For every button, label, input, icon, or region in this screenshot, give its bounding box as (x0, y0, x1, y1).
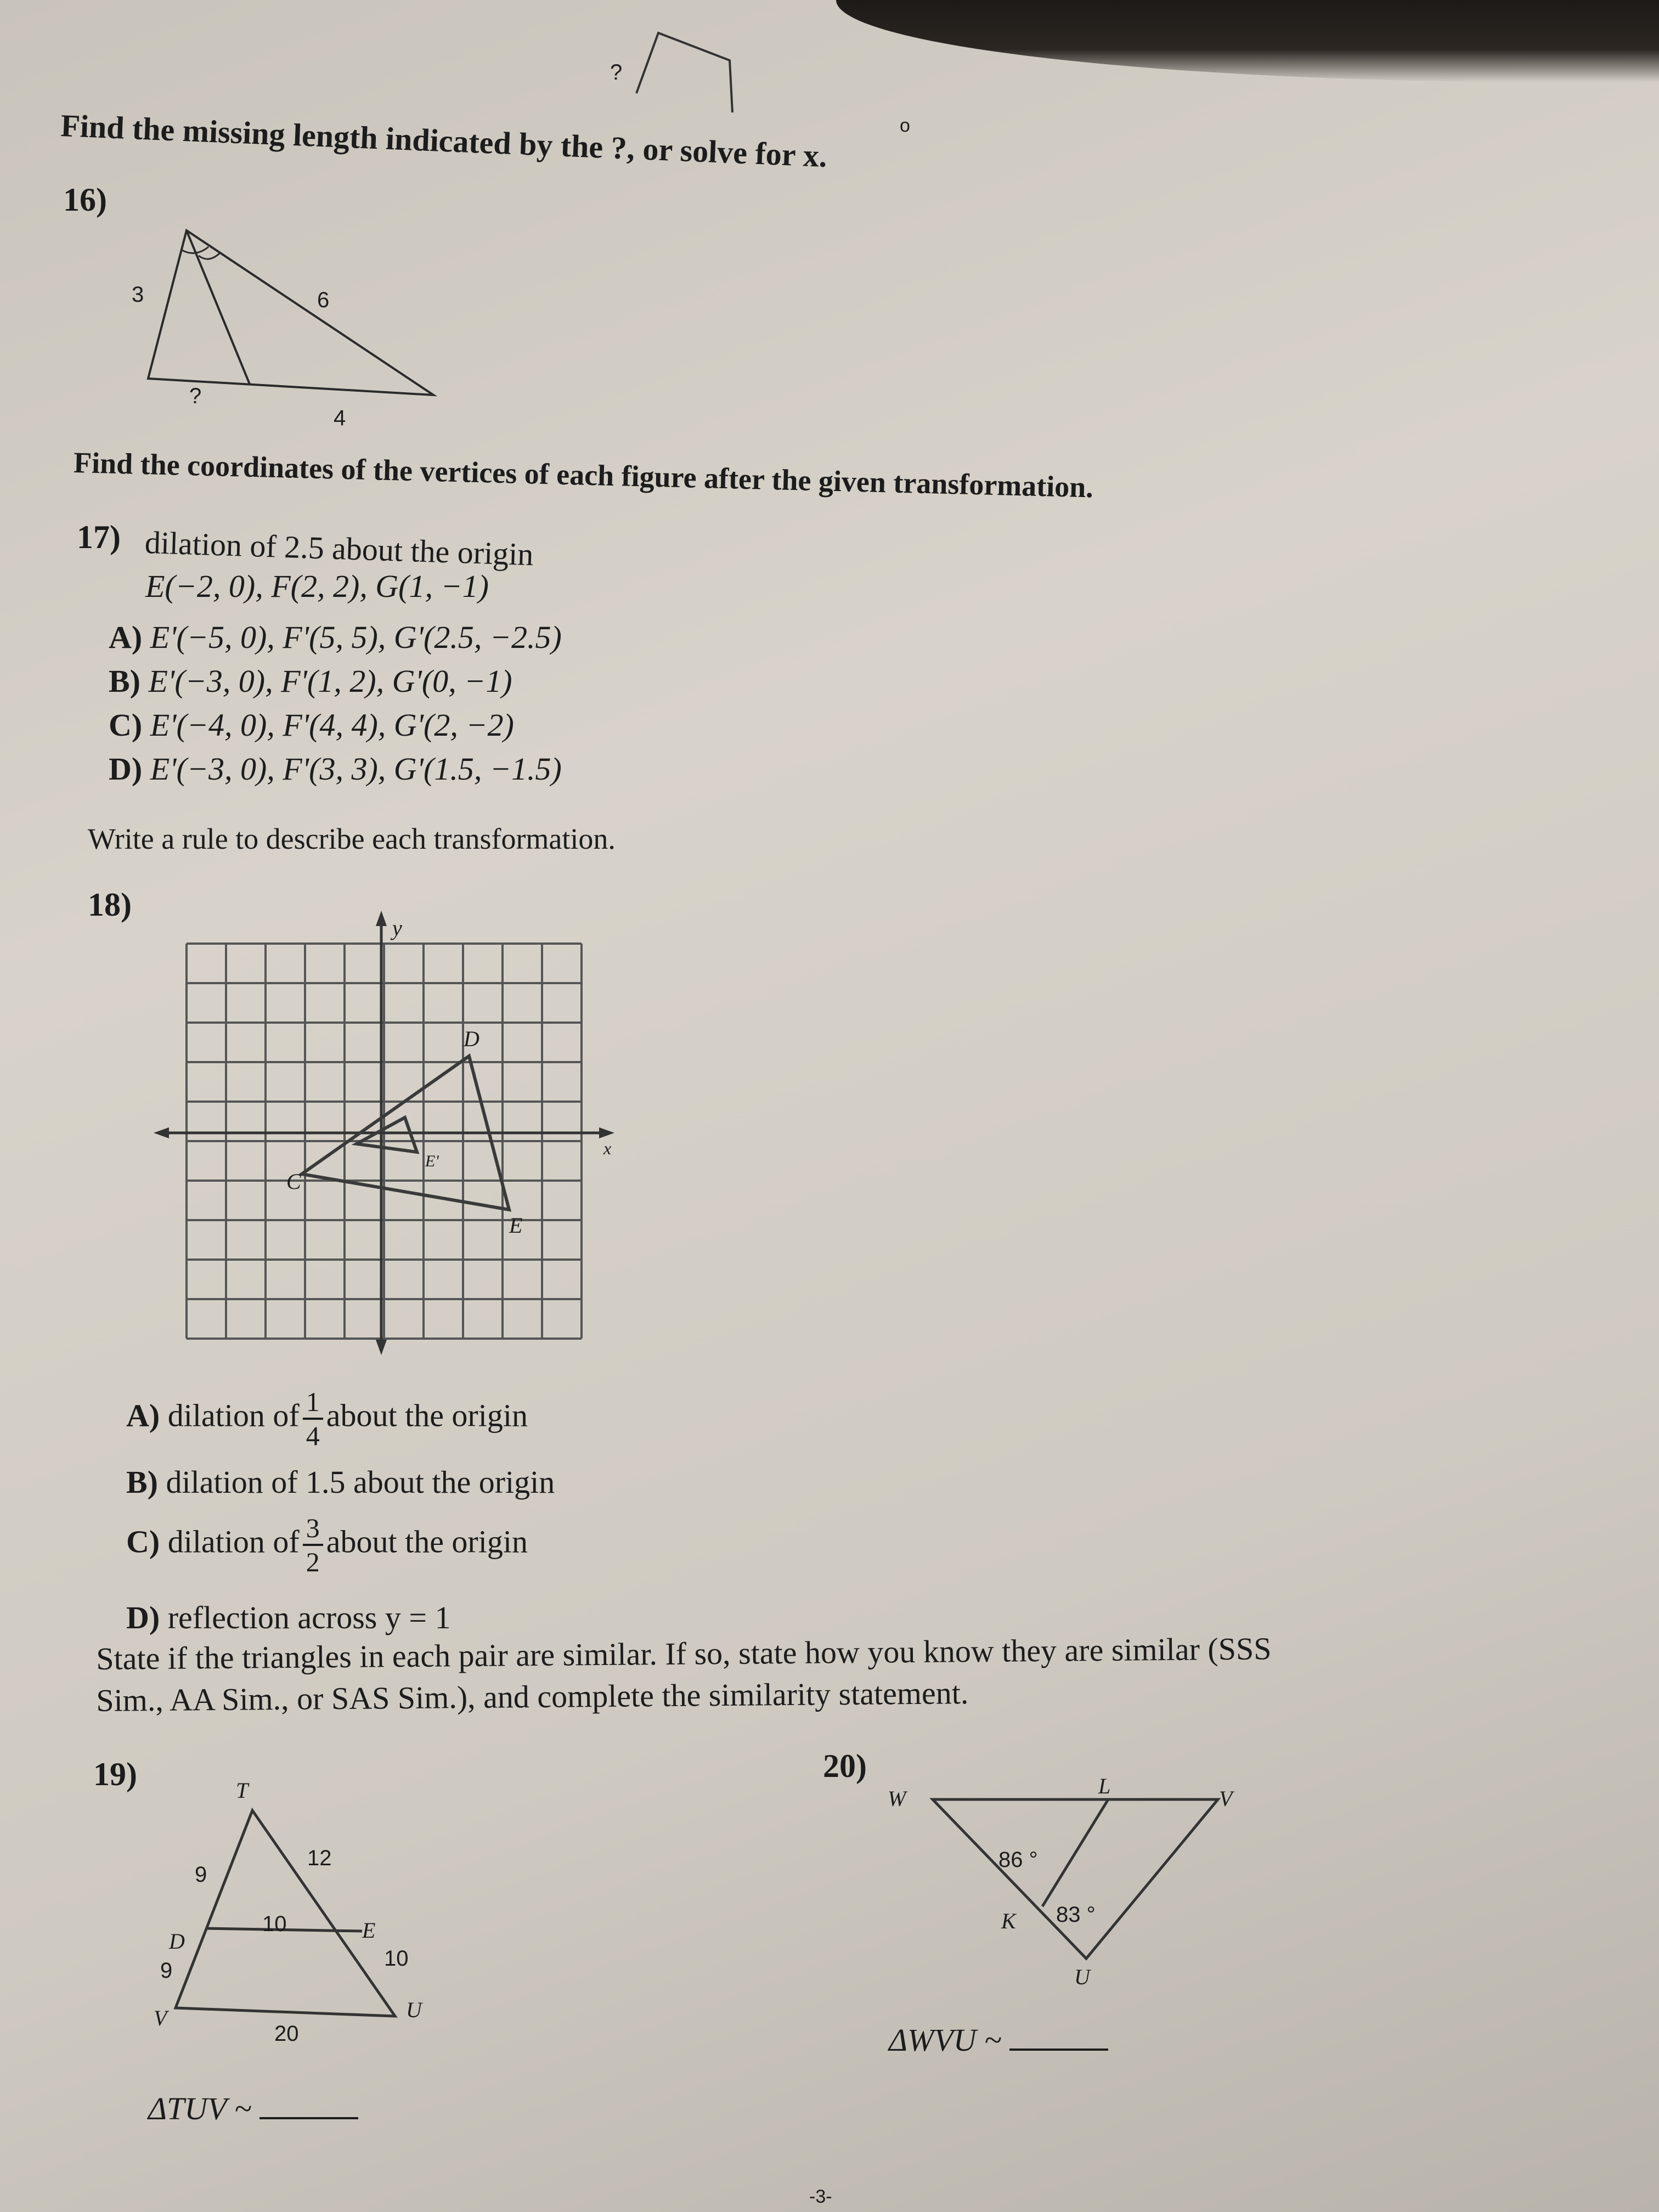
q19-vertex-E: E (362, 1918, 376, 1943)
choice-letter: C) (126, 1523, 160, 1560)
q20-angle-83: 83 ° (1056, 1903, 1096, 1927)
q18-choice-b[interactable] (126, 1464, 555, 1500)
q20-vertex-V: V (1219, 1786, 1233, 1811)
q19-side-TD: 9 (195, 1863, 207, 1887)
fraction-numerator: 3 (303, 1514, 323, 1546)
q19-number: 19) (93, 1756, 137, 1792)
q18-axis-y: y (392, 916, 402, 940)
choice-letter: C) (109, 707, 143, 743)
section-instruction-3: Write a rule to describe each transformation. (88, 822, 616, 855)
choice-text: dilation of 1.5 about the origin (166, 1464, 555, 1500)
q19-side-DE: 10 (262, 1912, 287, 1936)
q17-given: E(−2, 0), F(2, 2), G(1, −1) (145, 568, 489, 604)
q19-answer-blank[interactable] (259, 2095, 358, 2119)
q16-triangle (132, 219, 461, 400)
q17-prompt: dilation of 2.5 about the origin (144, 524, 534, 573)
choice-text: dilation of (167, 1397, 300, 1434)
q17-choice-a[interactable] (109, 619, 562, 656)
q17-choice-c[interactable] (109, 707, 514, 743)
choice-text: reflection across y = 1 (167, 1600, 451, 1635)
q16-number: 16) (63, 182, 107, 218)
choice-letter: D) (126, 1600, 160, 1635)
q17-choice-d[interactable] (109, 751, 562, 787)
q20-number: 20) (823, 1748, 867, 1784)
q18-coordinate-grid (154, 911, 636, 1366)
fraction-numerator: 1 (303, 1388, 323, 1420)
q17-number: 17) (77, 519, 121, 555)
q16-bottom-right: 4 (334, 406, 346, 430)
triangle-small (357, 1118, 417, 1152)
choice-text: about the origin (326, 1523, 528, 1560)
choice-letter: B) (109, 663, 140, 699)
section-instruction-1: Find the missing length indicated by the ?, or solve for x. (60, 107, 828, 174)
q18-choice-d[interactable] (126, 1599, 451, 1636)
page-number: -3- (809, 2186, 832, 2207)
y-axis-arrow-down (376, 1340, 387, 1355)
q20-angle-86: 86 ° (998, 1848, 1038, 1872)
choice-text: E'(−3, 0), F'(3, 3), G'(1.5, −1.5) (150, 751, 562, 787)
q19-vertex-U: U (406, 1997, 422, 2022)
q16-side-right: 6 (317, 288, 330, 312)
q20-vertex-U: U (1074, 1965, 1090, 1989)
choice-text: E'(−4, 0), F'(4, 4), G'(2, −2) (150, 707, 514, 743)
q19-vertex-T: T (236, 1778, 249, 1803)
q19-statement (148, 2090, 358, 2127)
statement-text: ΔWVU ~ (889, 2022, 1002, 2058)
choice-letter: A) (109, 619, 143, 655)
partial-figure-top (625, 22, 746, 121)
choice-text: about the origin (326, 1397, 528, 1434)
q19-side-DV: 9 (160, 1959, 173, 1983)
section-instruction-4-line1: State if the triangles in each pair are similar. If so, state how you know they are similar (SSS (96, 1630, 1272, 1677)
top-degree-mark: o (900, 115, 910, 136)
q18-axis-x: x (603, 1138, 612, 1158)
q20-vertex-L: L (1098, 1774, 1111, 1798)
q16-bottom-left: ? (189, 384, 202, 408)
fraction-denominator: 4 (306, 1420, 320, 1451)
choice-text: E'(−3, 0), F'(1, 2), G'(0, −1) (148, 663, 512, 699)
q16-side-left: 3 (132, 283, 144, 307)
x-axis-arrow-left (154, 1127, 169, 1138)
background-shadow (836, 0, 1659, 82)
q19-triangle (165, 1799, 417, 2019)
choice-letter: B) (126, 1464, 158, 1500)
choice-text: dilation of (167, 1523, 300, 1560)
q18-point-E: E (509, 1213, 523, 1238)
x-axis-arrow-right (599, 1127, 614, 1138)
q19-vertex-D: D (169, 1929, 185, 1954)
q20-answer-blank[interactable] (1009, 2027, 1108, 2051)
q18-point-C: C (286, 1169, 301, 1194)
q20-vertex-W: W (888, 1786, 906, 1811)
choice-letter: A) (126, 1397, 160, 1434)
choice-letter: D) (109, 751, 143, 787)
q20-vertex-K: K (1001, 1909, 1016, 1933)
q20-statement (889, 2022, 1108, 2058)
q18-point-D: D (464, 1026, 479, 1051)
choice-text: E'(−5, 0), F'(5, 5), G'(2.5, −2.5) (150, 619, 562, 655)
q19-side-EU: 10 (384, 1946, 409, 1971)
fraction (303, 1514, 323, 1576)
q18-point-Eprime: E' (425, 1152, 439, 1170)
q18-choice-a[interactable] (126, 1388, 528, 1449)
q18-choice-c[interactable] (126, 1514, 528, 1576)
y-axis-arrow-up (376, 911, 387, 926)
section-instruction-4-line2: Sim., AA Sim., or SAS Sim.), and complete the similarity statement. (96, 1675, 969, 1718)
fraction (303, 1388, 323, 1449)
q19-side-TE: 12 (307, 1846, 332, 1870)
section-instruction-2: Find the coordinates of the vertices of each figure after the given transformation. (73, 445, 1094, 504)
q19-vertex-V: V (154, 2006, 167, 2030)
fraction-denominator: 2 (306, 1547, 320, 1577)
q18-number: 18) (88, 887, 132, 923)
q20-triangle (922, 1788, 1229, 1975)
statement-text: ΔTUV ~ (148, 2091, 252, 2126)
top-question-mark: ? (610, 60, 623, 84)
q19-side-VU: 20 (274, 2022, 299, 2046)
q17-choice-b[interactable] (109, 663, 512, 699)
